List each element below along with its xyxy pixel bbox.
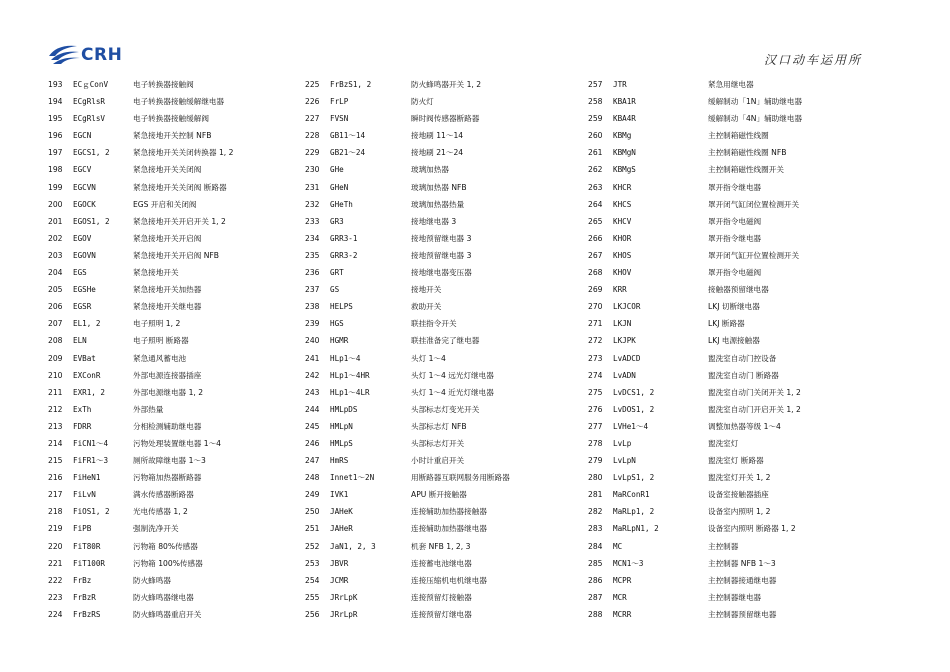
- device-description: 光电传感器 1, 2: [133, 507, 188, 517]
- row-number: 236: [305, 268, 320, 278]
- device-description: 连接辅助加热器接触器: [411, 507, 487, 517]
- device-code: GB11～14: [330, 131, 366, 141]
- row-number: 276: [588, 404, 603, 414]
- device-description: 接地刷 11～14: [411, 131, 464, 141]
- row-number: 214: [48, 438, 63, 448]
- row-number: 287: [588, 592, 603, 602]
- device-code: GRR3-2: [330, 250, 358, 260]
- device-description: 盥洗室灯: [708, 438, 739, 448]
- device-code: LVHe1～4: [613, 421, 649, 431]
- row-number: 212: [48, 404, 63, 414]
- row-number: 233: [305, 216, 320, 226]
- device-code: MCRR: [613, 609, 632, 619]
- device-code: GS: [330, 285, 340, 295]
- device-description: 主控制箱磁性线圈开关: [708, 165, 784, 175]
- logo-text: CRH: [81, 45, 123, 65]
- device-description: LKJ 电源接触器: [708, 336, 760, 346]
- row-number: 217: [48, 490, 63, 500]
- device-code: KHOR: [613, 233, 632, 243]
- device-code: EGCV: [73, 165, 92, 175]
- device-code: KRR: [613, 285, 627, 295]
- device-description: 紧急接地开关控制 NFB: [133, 131, 212, 141]
- row-number: 251: [305, 524, 320, 534]
- device-code: ECgRlsR: [73, 97, 106, 107]
- device-code: HGMR: [330, 336, 349, 346]
- device-description: 防火蜂鸣器重启开关: [133, 609, 202, 619]
- device-code: EGOVN: [73, 250, 96, 260]
- device-description: 紧急接地开关加热器: [133, 285, 202, 295]
- device-code: JRrLpR: [330, 609, 358, 619]
- device-description: 接地预留继电器 3: [411, 250, 472, 260]
- device-code: FiLvN: [73, 490, 96, 500]
- device-description: 紧急接地开关: [133, 268, 179, 278]
- device-code: FrBz: [73, 575, 92, 585]
- row-number: 246: [305, 438, 320, 448]
- device-description: 缓解制动「4N」辅助继电器: [708, 114, 803, 124]
- device-description: 玻璃加热器热量: [411, 199, 465, 209]
- row-number: 273: [588, 353, 603, 363]
- device-code: FiT80R: [73, 541, 101, 551]
- row-number: 209: [48, 353, 63, 363]
- device-code: KBA1R: [613, 97, 636, 107]
- device-code: FrBzS1, 2: [330, 80, 372, 89]
- row-number: 230: [305, 165, 320, 175]
- device-description: 紧急接地开关开启开关 1, 2: [133, 216, 226, 226]
- page-header: [0, 0, 950, 72]
- row-number: 196: [48, 131, 63, 141]
- device-description: 头灯 1～4 近光灯继电器: [411, 387, 494, 397]
- device-description: 主控制器 NFB 1～3: [708, 558, 776, 568]
- device-description: 紧急接地开关关闭阀: [133, 165, 202, 175]
- device-description: 调整加热器等级 1～4: [708, 421, 781, 431]
- device-description: 头部标志灯变光开关: [411, 404, 480, 414]
- row-number: 218: [48, 507, 63, 517]
- device-description: 污物箱 80%传感器: [133, 541, 198, 551]
- device-code: JRrLpK: [330, 592, 358, 602]
- device-code: KBA4R: [613, 114, 636, 124]
- device-description: 瞬时阀传感器断路器: [411, 114, 480, 124]
- device-description: 污物箱加热器断路器: [133, 473, 202, 483]
- device-code: FrLP: [330, 97, 349, 107]
- row-number: 239: [305, 319, 320, 329]
- device-code: EGOV: [73, 233, 92, 243]
- row-number: 268: [588, 268, 603, 278]
- row-number: 259: [588, 114, 603, 124]
- device-code: HLp1～4: [330, 353, 361, 363]
- device-description: 主控制器继电器: [708, 592, 762, 602]
- device-description: 盥洗室灯开关 1, 2: [708, 473, 771, 483]
- device-description: 防火蜂鸣器继电器: [133, 592, 194, 602]
- device-code: GHeTh: [330, 199, 353, 209]
- device-description: 连接压缩机电机继电器: [411, 575, 487, 585]
- device-description: 机套 NFB 1, 2, 3: [411, 541, 471, 551]
- row-number: 224: [48, 609, 63, 619]
- row-number: 205: [48, 285, 63, 295]
- device-description: 罩开指令电磁阀: [708, 216, 762, 226]
- device-code: EGSHe: [73, 285, 96, 295]
- device-description: 主控制器: [708, 541, 739, 551]
- device-description: 电子照明 断路器: [133, 336, 189, 346]
- row-number: 282: [588, 507, 603, 517]
- device-description: 罩开指令继电器: [708, 182, 762, 192]
- device-description: LKJ 断路器: [708, 319, 745, 329]
- row-number: 206: [48, 302, 63, 312]
- device-description: 罩开闭气缸闭位置检测开关: [708, 199, 800, 209]
- row-number: 254: [305, 575, 320, 585]
- device-code: IVK1: [330, 490, 349, 500]
- device-code: EGOS1, 2: [73, 216, 110, 226]
- device-code: GRR3-1: [330, 233, 358, 243]
- device-code: MCN1～3: [613, 558, 644, 568]
- device-description: 联挂准备完了继电器: [411, 336, 480, 346]
- row-number: 216: [48, 473, 63, 483]
- device-code: FiPB: [73, 524, 92, 534]
- device-description: 罩开指令电磁阀: [708, 268, 762, 278]
- device-code: EVBat: [73, 353, 96, 363]
- device-code: EGSR: [73, 302, 92, 312]
- device-description: 接地刷 21～24: [411, 148, 464, 158]
- device-description: 盥洗室自动门开启开关 1, 2: [708, 404, 801, 414]
- device-code: GHeN: [330, 182, 349, 192]
- device-code: LvLpS1, 2: [613, 473, 655, 483]
- device-description: 联挂指令开关: [411, 319, 457, 329]
- row-number: 211: [48, 387, 63, 397]
- device-code: EL1, 2: [73, 319, 101, 329]
- device-description: 强制洗净开关: [133, 524, 179, 534]
- row-number: 235: [305, 250, 320, 260]
- row-number: 215: [48, 456, 63, 466]
- device-description: 主控制箱磁性线圈 NFB: [708, 148, 787, 158]
- device-description: 防火蜂鸣器: [133, 575, 171, 585]
- device-description: 连接辅助加热器继电器: [411, 524, 487, 534]
- device-code: FiT100R: [73, 558, 106, 568]
- device-code: FiCN1～4: [73, 438, 109, 448]
- device-code: FiOS1, 2: [73, 507, 110, 517]
- row-number: 264: [588, 199, 603, 209]
- device-code: JTR: [613, 80, 627, 89]
- device-description: 玻璃加热器 NFB: [411, 182, 467, 192]
- device-code: EXR1, 2: [73, 387, 106, 397]
- device-code: FVSN: [330, 114, 349, 124]
- device-code: EGCVN: [73, 182, 96, 192]
- device-code: KHOV: [613, 268, 632, 278]
- row-number: 257: [588, 80, 603, 89]
- crh-logo: [47, 44, 142, 66]
- device-description: 连接蓄电池继电器: [411, 558, 472, 568]
- row-number: 253: [305, 558, 320, 568]
- row-number: 227: [305, 114, 320, 124]
- device-description: 头部标志灯开关: [411, 438, 465, 448]
- device-description: 电子照明 1, 2: [133, 319, 181, 329]
- row-number: 256: [305, 609, 320, 619]
- device-description: 污物箱 100%传感器: [133, 558, 203, 568]
- device-code: LvLpN: [613, 456, 636, 466]
- row-number: 266: [588, 233, 603, 243]
- device-description: 罩开指令继电器: [708, 233, 762, 243]
- device-code: EGCN: [73, 131, 92, 141]
- device-description: 接地预留继电器 3: [411, 233, 472, 243]
- row-number: 260: [588, 131, 603, 141]
- device-code: HmRS: [330, 456, 349, 466]
- device-description: 主控制器接通继电器: [708, 575, 777, 585]
- row-number: 220: [48, 541, 63, 551]
- device-description: 主控制箱磁性线圈: [708, 131, 769, 141]
- device-code: LvDCS1, 2: [613, 387, 655, 397]
- device-code: KHOS: [613, 250, 632, 260]
- device-code: JAHeK: [330, 507, 353, 517]
- device-description: 连接预留灯继电器: [411, 609, 472, 619]
- device-code: HELPS: [330, 302, 353, 312]
- device-description: 外部电源继电器 1, 2: [133, 387, 204, 397]
- device-code: MaRLpN1, 2: [613, 524, 659, 534]
- device-code: HLp1～4LR: [330, 387, 370, 397]
- row-number: 210: [48, 370, 63, 380]
- device-code: HMLpN: [330, 421, 353, 431]
- device-description: 电子转换器接触缓解阀: [133, 114, 209, 124]
- device-code: LvDOS1, 2: [613, 404, 655, 414]
- row-number: 265: [588, 216, 603, 226]
- row-number: 195: [48, 114, 63, 124]
- device-code: KHCS: [613, 199, 632, 209]
- device-description: 设备室内照明 断路器 1, 2: [708, 524, 796, 534]
- row-number: 285: [588, 558, 603, 568]
- device-description: 玻璃加热器: [411, 165, 449, 175]
- device-description: 缓解制动「1N」辅助继电器: [708, 97, 803, 107]
- device-description: 紧急接地开关开启阀 NFB: [133, 250, 220, 260]
- row-number: 263: [588, 182, 603, 192]
- device-code: KBMg: [613, 131, 632, 141]
- device-description: 电子转换器接触缓解继电器: [133, 97, 225, 107]
- row-number: 226: [305, 97, 320, 107]
- device-code: LKJN: [613, 319, 632, 329]
- row-number: 261: [588, 148, 603, 158]
- device-code: EGCS1, 2: [73, 148, 110, 158]
- row-number: 244: [305, 404, 320, 414]
- device-description: 紧急通风蓄电池: [133, 353, 187, 363]
- device-description: 满水传感器断路器: [133, 490, 194, 500]
- row-number: 281: [588, 490, 603, 500]
- device-code: MaRConR1: [613, 490, 650, 500]
- row-number: 207: [48, 319, 63, 329]
- device-description: 接地继电器变压器: [411, 268, 472, 278]
- row-number: 240: [305, 336, 320, 346]
- device-description: 厕所故障继电器 1～3: [133, 456, 206, 466]
- crh-swoosh-icon: [47, 44, 81, 66]
- device-code: LKJCOR: [613, 302, 641, 312]
- device-code: GB21～24: [330, 148, 366, 158]
- device-description: 救助开关: [411, 302, 442, 312]
- device-code: MCPR: [613, 575, 632, 585]
- device-description: 紧急接地开关继电器: [133, 302, 202, 312]
- device-description: 污物处理装置继电器 1～4: [133, 438, 222, 448]
- row-number: 204: [48, 268, 63, 278]
- device-description: 紧急接地开关开启阀: [133, 233, 202, 243]
- device-code: MC: [613, 541, 623, 551]
- row-number: 238: [305, 302, 320, 312]
- row-number: 208: [48, 336, 63, 346]
- device-description: 盥洗室自动门关闭开关 1, 2: [708, 387, 801, 397]
- row-number: 213: [48, 421, 63, 431]
- row-number: 193: [48, 80, 63, 89]
- device-description: 头灯 1～4 远光灯继电器: [411, 370, 494, 380]
- device-code: LKJPK: [613, 336, 636, 346]
- device-code: FrBzR: [73, 592, 96, 602]
- device-description: LKJ 切断继电器: [708, 302, 760, 312]
- row-number: 243: [305, 387, 320, 397]
- device-description: 小时计重启开关: [411, 456, 465, 466]
- device-code: JCMR: [330, 575, 349, 585]
- row-number: 280: [588, 473, 603, 483]
- device-code: KBMgN: [613, 148, 636, 158]
- row-number: 250: [305, 507, 320, 517]
- row-number: 270: [588, 302, 603, 312]
- device-code: ExTh: [73, 404, 92, 414]
- device-code: LvLp: [613, 438, 632, 448]
- row-number: 221: [48, 558, 63, 568]
- row-number: 229: [305, 148, 320, 158]
- row-number: 219: [48, 524, 63, 534]
- row-number: 231: [305, 182, 320, 192]
- device-description: 盥洗室自动门 断路器: [708, 370, 779, 380]
- device-code: LvADCD: [613, 353, 641, 363]
- row-number: 202: [48, 233, 63, 243]
- device-description: EGS 开启和关闭阀: [133, 199, 197, 209]
- device-code: GRT: [330, 268, 344, 278]
- row-number: 198: [48, 165, 63, 175]
- row-number: 248: [305, 473, 320, 483]
- row-number: 194: [48, 97, 63, 107]
- device-description: 盥洗室灯 断路器: [708, 456, 764, 466]
- device-description: 设备室内照明 1, 2: [708, 507, 771, 517]
- device-description: 外部热量: [133, 404, 164, 414]
- device-description: 紧急接地开关关闭转换器 1, 2: [133, 148, 234, 158]
- device-code: FrBzRS: [73, 609, 101, 619]
- row-number: 275: [588, 387, 603, 397]
- row-number: 247: [305, 456, 320, 466]
- row-number: 242: [305, 370, 320, 380]
- depot-signature: 汉口动车运用所: [764, 53, 863, 67]
- device-description: 防火蜂鸣器开关 1, 2: [411, 80, 482, 89]
- device-code: HLp1～4HR: [330, 370, 370, 380]
- device-description: 接地开关: [411, 285, 442, 295]
- device-description: 紧急用继电器: [708, 80, 754, 89]
- row-number: 241: [305, 353, 320, 363]
- device-description: 外部电源连接器插座: [133, 370, 202, 380]
- row-number: 228: [305, 131, 320, 141]
- row-number: 201: [48, 216, 63, 226]
- row-number: 284: [588, 541, 603, 551]
- device-description: 接触器预留继电器: [708, 285, 769, 295]
- device-code: FDRR: [73, 421, 92, 431]
- row-number: 232: [305, 199, 320, 209]
- device-description: 连接预留灯接触器: [411, 592, 472, 602]
- row-number: 237: [305, 285, 320, 295]
- device-description: APU 断开接触器: [411, 490, 467, 500]
- row-number: 249: [305, 490, 320, 500]
- device-description: 主控制器预留继电器: [708, 609, 777, 619]
- device-code: MaRLp1, 2: [613, 507, 655, 517]
- device-description: 分相检测辅助继电器: [133, 421, 202, 431]
- device-description: 设备室接触器插座: [708, 490, 769, 500]
- row-number: 197: [48, 148, 63, 158]
- row-number: 286: [588, 575, 603, 585]
- device-code: GR3: [330, 216, 344, 226]
- device-description: 用断路器互联网服务用断路器: [411, 473, 510, 483]
- row-number: 283: [588, 524, 603, 534]
- row-number: 269: [588, 285, 603, 295]
- row-number: 199: [48, 182, 63, 192]
- row-number: 234: [305, 233, 320, 243]
- device-description: 罩开闭气缸开位置检测开关: [708, 250, 800, 260]
- device-description: 头灯 1～4: [411, 353, 446, 363]
- device-code: HMLpDS: [330, 404, 358, 414]
- device-code: LvADN: [613, 370, 636, 380]
- row-number: 245: [305, 421, 320, 431]
- row-number: 271: [588, 319, 603, 329]
- device-code: FiHeN1: [73, 473, 101, 483]
- row-number: 203: [48, 250, 63, 260]
- device-description: 头部标志灯 NFB: [411, 421, 467, 431]
- device-code: KHCR: [613, 182, 632, 192]
- row-number: 252: [305, 541, 320, 551]
- row-number: 200: [48, 199, 63, 209]
- row-number: 225: [305, 80, 320, 89]
- device-code: Innet1～2N: [330, 473, 375, 483]
- row-number: 279: [588, 456, 603, 466]
- device-code: HMLpS: [330, 438, 353, 448]
- device-code: KHCV: [613, 216, 632, 226]
- row-number: 272: [588, 336, 603, 346]
- device-code: ECgRlsV: [73, 114, 106, 124]
- row-number: 262: [588, 165, 603, 175]
- row-number: 278: [588, 438, 603, 448]
- device-code: EXConR: [73, 370, 101, 380]
- row-number: 222: [48, 575, 63, 585]
- device-code: JAHeR: [330, 524, 353, 534]
- device-code: HGS: [330, 319, 344, 329]
- device-code: EGOCK: [73, 199, 96, 209]
- row-number: 274: [588, 370, 603, 380]
- device-code: JBVR: [330, 558, 349, 568]
- device-code: ECｇConV: [73, 80, 109, 89]
- device-code: KBMgS: [613, 165, 636, 175]
- device-description: 紧急接地开关关闭阀 断路器: [133, 182, 227, 192]
- device-description: 接地继电器 3: [411, 216, 457, 226]
- row-number: 267: [588, 250, 603, 260]
- row-number: 288: [588, 609, 603, 619]
- device-code: MCR: [613, 592, 627, 602]
- device-code: ELN: [73, 336, 87, 346]
- device-code: EGS: [73, 268, 87, 278]
- row-number: 255: [305, 592, 320, 602]
- device-description: 电子转换器接触阀: [133, 80, 194, 89]
- row-number: 277: [588, 421, 603, 431]
- row-number: 258: [588, 97, 603, 107]
- device-code: GHe: [330, 165, 344, 175]
- device-code: FiFR1～3: [73, 456, 109, 466]
- device-description: 盥洗室自动门控设备: [708, 353, 777, 363]
- row-number: 223: [48, 592, 63, 602]
- device-code: JaN1, 2, 3: [330, 541, 376, 551]
- device-description: 防火灯: [411, 97, 434, 107]
